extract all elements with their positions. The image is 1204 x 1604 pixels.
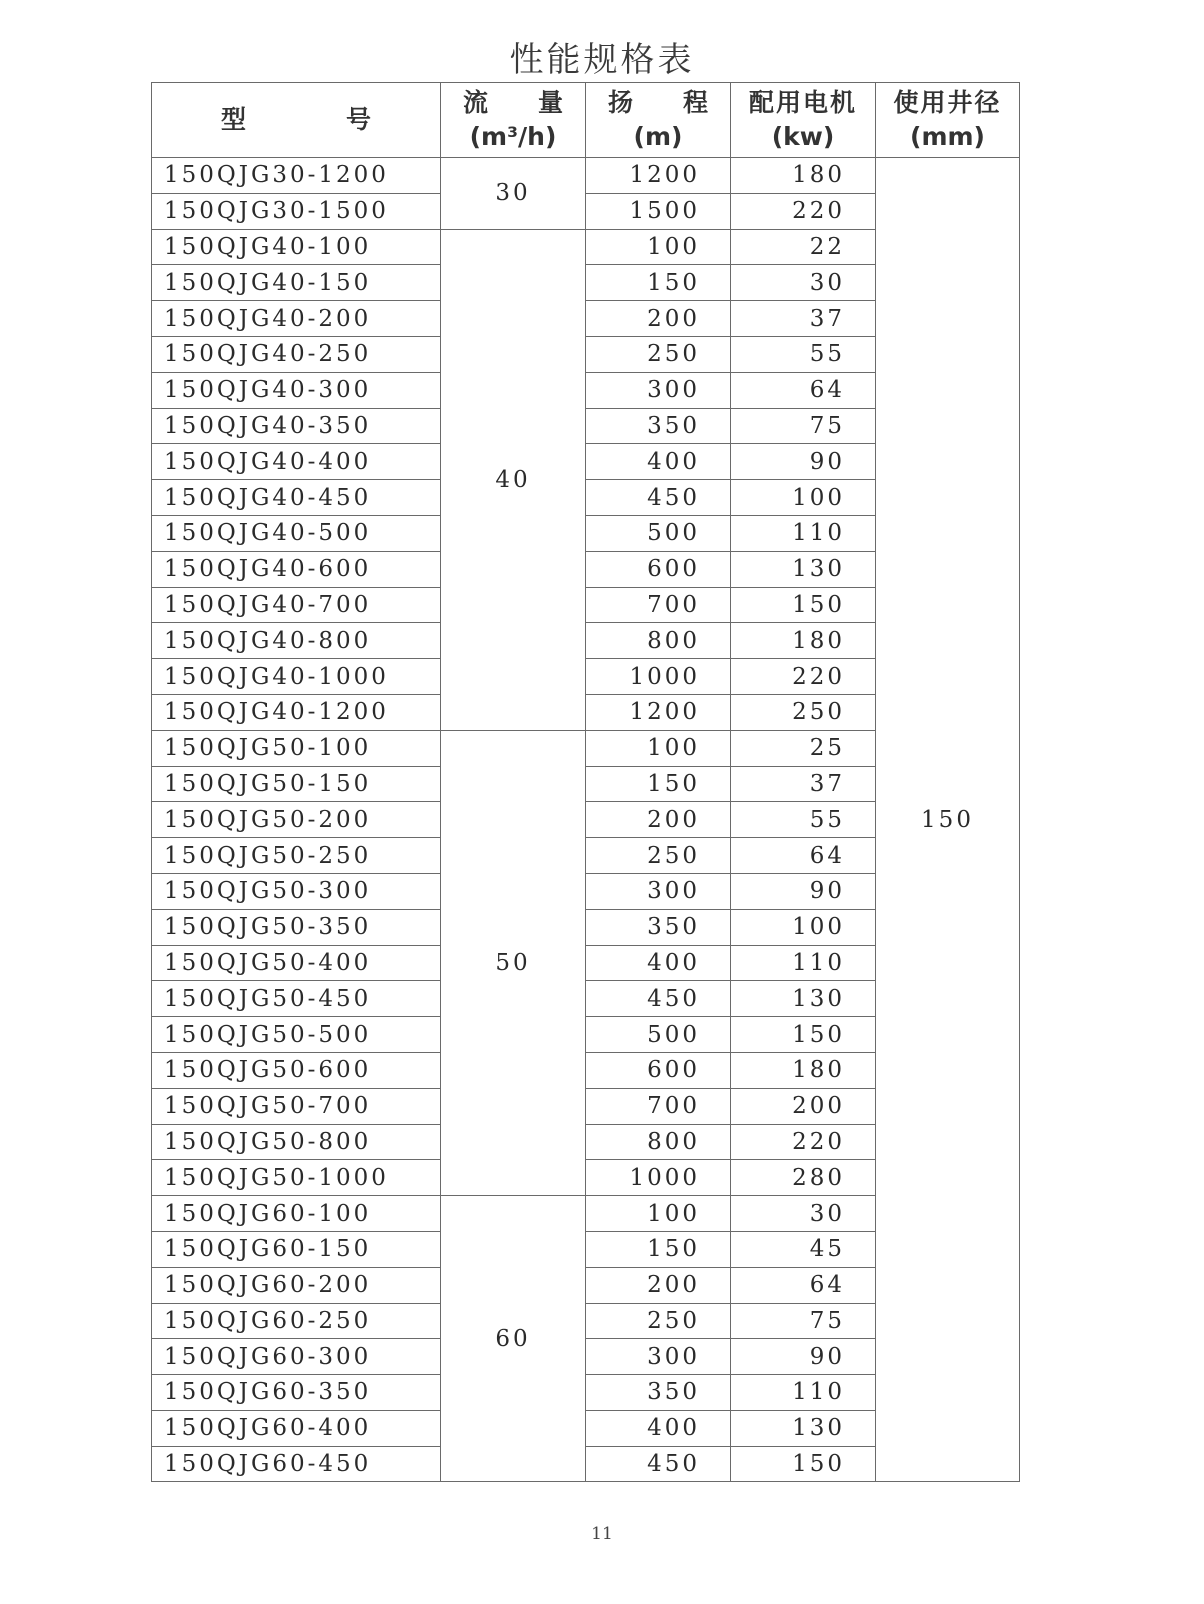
flow-cell: 40 [441, 229, 586, 730]
motor-power-cell: 64 [731, 372, 876, 408]
model-cell: 150QJG60-100 [152, 1196, 441, 1232]
motor-power-cell: 25 [731, 730, 876, 766]
motor-power-cell: 90 [731, 444, 876, 480]
head-cell: 400 [586, 945, 731, 981]
spec-table-body [152, 158, 1020, 1482]
motor-power-cell: 55 [731, 802, 876, 838]
motor-power-cell: 130 [731, 551, 876, 587]
head-cell: 300 [586, 1339, 731, 1375]
motor-power-cell: 22 [731, 229, 876, 265]
motor-power-cell: 45 [731, 1231, 876, 1267]
model-cell: 150QJG40-1000 [152, 659, 441, 695]
motor-power-cell: 37 [731, 301, 876, 337]
head-cell: 700 [586, 587, 731, 623]
motor-power-cell: 37 [731, 766, 876, 802]
head-cell: 200 [586, 802, 731, 838]
header-model-label: 型 号 [220, 105, 371, 134]
header-flow [441, 83, 586, 158]
header-row [152, 83, 1020, 158]
head-cell: 300 [586, 873, 731, 909]
model-cell: 150QJG60-150 [152, 1231, 441, 1267]
flow-cell: 50 [441, 730, 586, 1195]
model-cell: 150QJG50-150 [152, 766, 441, 802]
head-cell: 100 [586, 1196, 731, 1232]
motor-power-cell: 75 [731, 408, 876, 444]
head-cell: 1200 [586, 158, 731, 194]
head-cell: 400 [586, 444, 731, 480]
model-cell: 150QJG40-150 [152, 265, 441, 301]
header-flow-label: 流 量 [462, 88, 563, 117]
motor-power-cell: 110 [731, 1375, 876, 1411]
head-cell: 300 [586, 372, 731, 408]
model-cell: 150QJG60-200 [152, 1267, 441, 1303]
model-cell: 150QJG60-400 [152, 1410, 441, 1446]
header-bore-unit: (mm) [910, 122, 985, 151]
head-cell: 100 [586, 730, 731, 766]
motor-power-cell: 100 [731, 480, 876, 516]
model-cell: 150QJG60-300 [152, 1339, 441, 1375]
model-cell: 150QJG40-300 [152, 372, 441, 408]
motor-power-cell: 220 [731, 193, 876, 229]
head-cell: 450 [586, 1446, 731, 1482]
head-cell: 150 [586, 265, 731, 301]
motor-power-cell: 150 [731, 587, 876, 623]
motor-power-cell: 280 [731, 1160, 876, 1196]
head-cell: 700 [586, 1088, 731, 1124]
head-cell: 350 [586, 909, 731, 945]
head-cell: 350 [586, 1375, 731, 1411]
model-cell: 150QJG40-700 [152, 587, 441, 623]
model-cell: 150QJG40-450 [152, 480, 441, 516]
bore-cell: 150 [876, 158, 1020, 1482]
head-cell: 250 [586, 1303, 731, 1339]
motor-power-cell: 64 [731, 838, 876, 874]
head-cell: 600 [586, 1052, 731, 1088]
model-cell: 150QJG50-450 [152, 981, 441, 1017]
model-cell: 150QJG50-500 [152, 1017, 441, 1053]
header-head-unit: (m) [633, 122, 683, 151]
head-cell: 350 [586, 408, 731, 444]
motor-power-cell: 250 [731, 694, 876, 730]
model-cell: 150QJG50-1000 [152, 1160, 441, 1196]
model-cell: 150QJG40-350 [152, 408, 441, 444]
head-cell: 1500 [586, 193, 731, 229]
model-cell: 150QJG40-200 [152, 301, 441, 337]
model-cell: 150QJG60-450 [152, 1446, 441, 1482]
model-cell: 150QJG40-400 [152, 444, 441, 480]
motor-power-cell: 100 [731, 909, 876, 945]
model-cell: 150QJG30-1200 [152, 158, 441, 194]
motor-power-cell: 75 [731, 1303, 876, 1339]
model-cell: 150QJG40-800 [152, 623, 441, 659]
head-cell: 150 [586, 1231, 731, 1267]
head-cell: 500 [586, 1017, 731, 1053]
head-cell: 150 [586, 766, 731, 802]
header-head [586, 83, 731, 158]
model-cell: 150QJG50-200 [152, 802, 441, 838]
model-cell: 150QJG50-400 [152, 945, 441, 981]
motor-power-cell: 220 [731, 659, 876, 695]
head-cell: 250 [586, 838, 731, 874]
header-bore [876, 83, 1020, 158]
motor-power-cell: 180 [731, 158, 876, 194]
head-cell: 1200 [586, 694, 731, 730]
header-motor [731, 83, 876, 158]
motor-power-cell: 90 [731, 1339, 876, 1375]
motor-power-cell: 30 [731, 1196, 876, 1232]
model-cell: 150QJG50-250 [152, 838, 441, 874]
head-cell: 800 [586, 1124, 731, 1160]
model-cell: 150QJG40-1200 [152, 694, 441, 730]
head-cell: 400 [586, 1410, 731, 1446]
head-cell: 1000 [586, 659, 731, 695]
model-cell: 150QJG40-100 [152, 229, 441, 265]
head-cell: 250 [586, 336, 731, 372]
model-cell: 150QJG30-1500 [152, 193, 441, 229]
head-cell: 200 [586, 301, 731, 337]
motor-power-cell: 64 [731, 1267, 876, 1303]
motor-power-cell: 200 [731, 1088, 876, 1124]
head-cell: 1000 [586, 1160, 731, 1196]
head-cell: 600 [586, 551, 731, 587]
flow-cell: 30 [441, 158, 586, 230]
model-cell: 150QJG40-600 [152, 551, 441, 587]
header-motor-unit: (kw) [771, 122, 835, 151]
motor-power-cell: 130 [731, 981, 876, 1017]
flow-cell: 60 [441, 1196, 586, 1482]
head-cell: 200 [586, 1267, 731, 1303]
model-cell: 150QJG50-700 [152, 1088, 441, 1124]
model-cell: 150QJG50-600 [152, 1052, 441, 1088]
head-cell: 500 [586, 515, 731, 551]
head-cell: 450 [586, 981, 731, 1017]
motor-power-cell: 130 [731, 1410, 876, 1446]
head-cell: 450 [586, 480, 731, 516]
motor-power-cell: 110 [731, 515, 876, 551]
motor-power-cell: 150 [731, 1017, 876, 1053]
head-cell: 100 [586, 229, 731, 265]
motor-power-cell: 150 [731, 1446, 876, 1482]
model-cell: 150QJG40-500 [152, 515, 441, 551]
header-flow-unit: (m³/h) [469, 122, 557, 151]
motor-power-cell: 180 [731, 623, 876, 659]
model-cell: 150QJG60-250 [152, 1303, 441, 1339]
head-cell: 800 [586, 623, 731, 659]
document-title: 性能规格表 [509, 40, 695, 80]
model-cell: 150QJG50-800 [152, 1124, 441, 1160]
spec-table [151, 82, 1020, 1482]
table-row [152, 158, 1020, 194]
header-model [152, 83, 441, 158]
page-number: 11 [591, 1524, 613, 1544]
motor-power-cell: 55 [731, 336, 876, 372]
header-motor-label: 配用电机 [748, 88, 857, 117]
model-cell: 150QJG50-350 [152, 909, 441, 945]
motor-power-cell: 110 [731, 945, 876, 981]
header-head-label: 扬 程 [607, 88, 708, 117]
model-cell: 150QJG50-100 [152, 730, 441, 766]
motor-power-cell: 90 [731, 873, 876, 909]
model-cell: 150QJG40-250 [152, 336, 441, 372]
model-cell: 150QJG60-350 [152, 1375, 441, 1411]
model-cell: 150QJG50-300 [152, 873, 441, 909]
header-bore-label: 使用井径 [893, 88, 1002, 117]
motor-power-cell: 220 [731, 1124, 876, 1160]
motor-power-cell: 30 [731, 265, 876, 301]
motor-power-cell: 180 [731, 1052, 876, 1088]
